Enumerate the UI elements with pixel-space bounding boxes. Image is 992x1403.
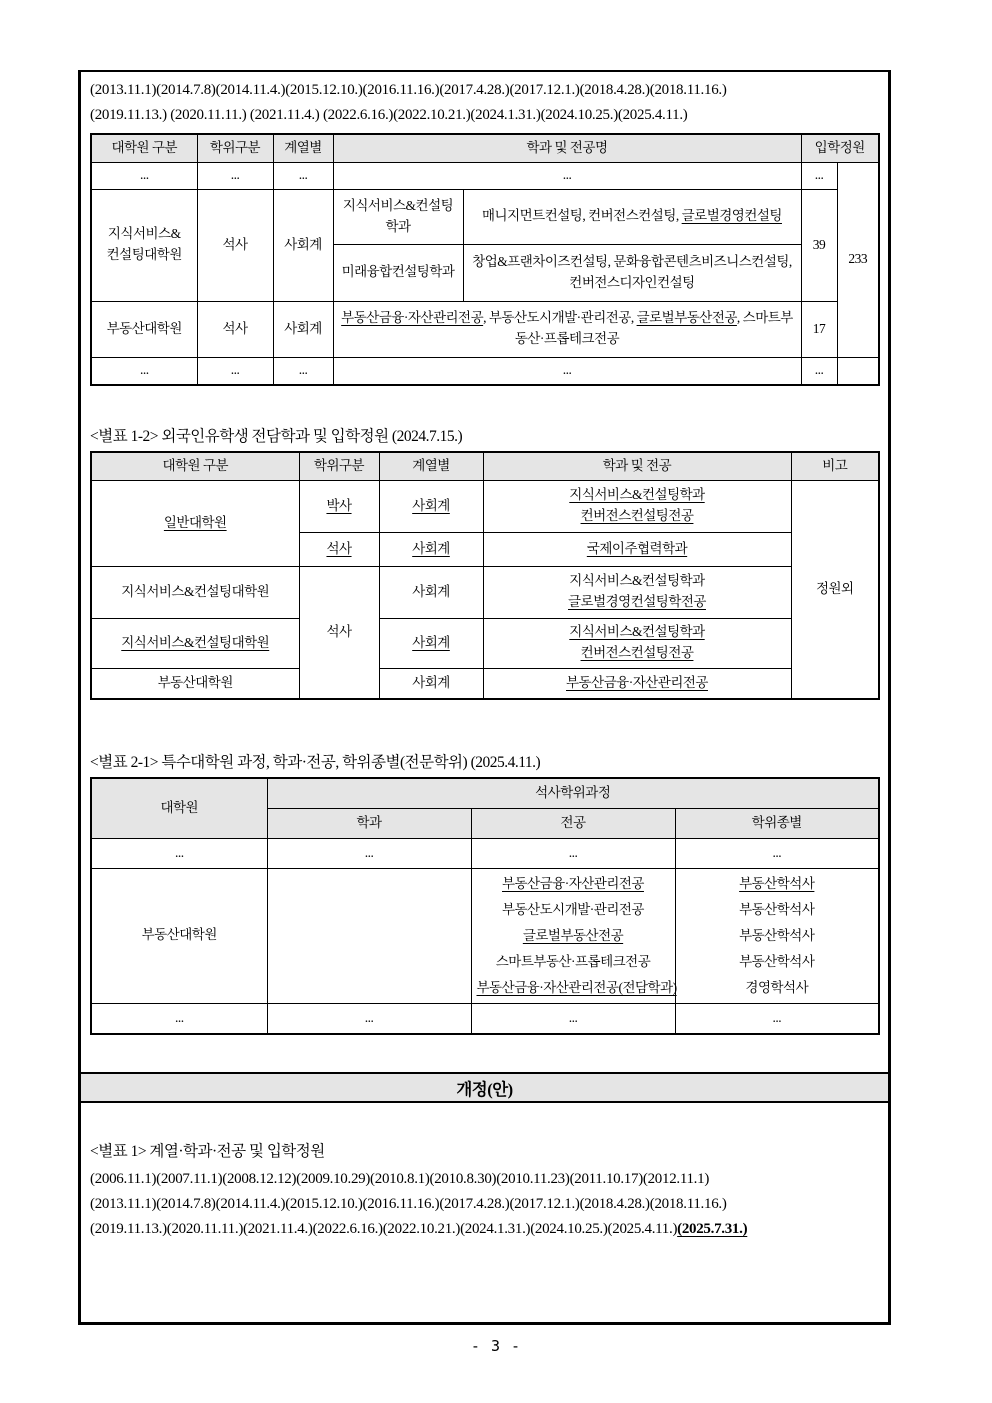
track-cell: 사회계 bbox=[379, 618, 483, 668]
ellipsis-cell: ... bbox=[471, 838, 675, 868]
dept-name: 지식서비스&컨설팅학과 bbox=[569, 573, 705, 589]
header-majors: 학과 및 전공 bbox=[483, 452, 791, 480]
header-school: 대학원 bbox=[91, 778, 267, 838]
knowledge-row-1 bbox=[91, 189, 879, 244]
ellipsis-row bbox=[91, 838, 879, 868]
school-cell: 부동산대학원 bbox=[91, 301, 197, 357]
major-name-underlined: 글로벌부동산전공 bbox=[522, 927, 624, 943]
header-degree-type: 학위종별 bbox=[675, 808, 879, 838]
ellipsis-cell: ... bbox=[267, 1003, 471, 1034]
revision-caption: <별표 1> 계열·학과·전공 및 입학정원 bbox=[90, 1143, 325, 1160]
majors-cell bbox=[483, 566, 791, 618]
majors-cell: 국제이주협력학과 bbox=[483, 532, 791, 566]
ellipsis-cell: ... bbox=[333, 357, 801, 385]
ellipsis-cell: ... bbox=[197, 162, 273, 189]
degree-line bbox=[681, 897, 874, 923]
ellipsis-cell: ... bbox=[675, 838, 879, 868]
dept-name-underlined: 지식서비스&컨설팅학과 bbox=[569, 487, 705, 503]
degree-name: 부동산학석사 bbox=[739, 953, 815, 969]
majors-text-underlined: 글로벌경영컨설팅 bbox=[681, 208, 782, 224]
track-cell: 사회계 bbox=[379, 480, 483, 532]
quota-cell: 39 bbox=[801, 189, 837, 301]
degree-line bbox=[681, 949, 874, 975]
major-line bbox=[477, 897, 670, 923]
ellipsis-cell: ... bbox=[91, 162, 197, 189]
header-major: 전공 bbox=[471, 808, 675, 838]
comparison-frame bbox=[78, 70, 891, 1325]
ellipsis-cell: ... bbox=[273, 357, 333, 385]
header-school: 대학원 구분 bbox=[91, 134, 197, 162]
degree-cell: 박사 bbox=[299, 480, 379, 532]
current-section bbox=[81, 72, 888, 1072]
degree-line bbox=[681, 871, 874, 897]
degree-name-underlined: 부동산학석사 bbox=[739, 875, 815, 891]
major-name-underlined: 글로벌경영컨설팅학전공 bbox=[568, 594, 706, 609]
dates-line: (2019.11.13.) (2020.11.11.) (2021.11.4.) (2022.6.16.)(2022.10.21.)(2024.1.31.)(2024.10.25.)(2025.4.11.) bbox=[90, 107, 688, 123]
majors-cell: 창업&프랜차이즈컨설팅, 문화융합콘텐츠비즈니스컨설팅, 컨버전스디자인컨설팅 bbox=[463, 244, 801, 301]
majors-cell bbox=[483, 618, 791, 668]
ellipsis-cell: ... bbox=[197, 357, 273, 385]
dept-name-underlined: 지식서비스&컨설팅학과 bbox=[569, 624, 705, 640]
dates-text: (2013.11.1)(2014.7.8)(2014.11.4.)(2015.12.10.)(2016.11.16.)(2017.4.28.)(2017.12.1.)(2018.4.28.)(2018.11.16.) bbox=[90, 1196, 727, 1212]
ellipsis-cell: ... bbox=[333, 162, 801, 189]
degree-type-cell bbox=[675, 868, 879, 1003]
dates-line bbox=[90, 1217, 880, 1242]
foreign-row-3 bbox=[91, 566, 879, 618]
dates-line: (2006.11.1)(2007.11.1)(2008.12.12)(2009.10.29)(2010.8.1)(2010.8.30)(2010.11.23)(2011.10.17)(2012.11.1) bbox=[90, 1171, 710, 1187]
quota-table-header-row bbox=[91, 134, 879, 162]
revision-band-title: 개정(안) bbox=[456, 1079, 513, 1099]
header-note: 비고 bbox=[791, 452, 879, 480]
school-name: 지식서비스& bbox=[107, 226, 181, 242]
special-table-caption: <별표 2-1> 특수대학원 과정, 학과·전공, 학위종별(전문학위) (2025.4.11.) bbox=[90, 754, 541, 771]
dept-cell bbox=[333, 189, 463, 244]
ellipsis-cell: ... bbox=[801, 357, 837, 385]
quota-table bbox=[90, 133, 880, 386]
realestate-row bbox=[91, 868, 879, 1003]
ellipsis-cell: ... bbox=[91, 357, 197, 385]
majors-text-underlined: 글로벌부동산전공 bbox=[636, 310, 737, 326]
dates-text: (2019.11.13.)(2020.11.11.)(2021.11.4.)(2022.6.16.)(2022.10.21.)(2024.1.31.)(2024.10.25.)(2025.4.11.) bbox=[90, 1221, 678, 1237]
ellipsis-cell: ... bbox=[273, 162, 333, 189]
ellipsis-row bbox=[91, 162, 879, 189]
majors-cell bbox=[483, 668, 791, 699]
majors-text: , 스마트부동산·프롭테크전공 bbox=[514, 310, 793, 346]
school-name: 컨설팅대학원 bbox=[106, 247, 182, 262]
major-name: 부동산도시개발·관리전공 bbox=[502, 901, 644, 917]
page-number: - 3 - bbox=[470, 1337, 522, 1355]
header-track: 계열별 bbox=[273, 134, 333, 162]
major-line bbox=[477, 923, 670, 949]
degree-line bbox=[681, 923, 874, 949]
major-name-underlined: 컨버전스컨설팅전공 bbox=[580, 508, 694, 523]
majors-cell bbox=[463, 189, 801, 244]
special-graduate-table bbox=[90, 777, 880, 1035]
degree-cell: 석사 bbox=[299, 532, 379, 566]
header-dept: 학과 bbox=[267, 808, 471, 838]
degree-name: 경영학석사 bbox=[745, 979, 809, 995]
degree-line bbox=[681, 975, 874, 1001]
major-name: 스마트부동산·프롭테크전공 bbox=[495, 953, 651, 969]
degree-name: 부동산학석사 bbox=[739, 927, 815, 943]
majors-cell bbox=[483, 480, 791, 532]
dept-cell-empty bbox=[267, 868, 471, 1003]
new-amendment-date: (2025.7.31.) bbox=[677, 1221, 748, 1237]
degree-cell: 석사 bbox=[299, 566, 379, 699]
realestate-row bbox=[91, 301, 879, 357]
foreign-row-1 bbox=[91, 480, 879, 532]
majors-cell bbox=[471, 868, 675, 1003]
foreign-row-5 bbox=[91, 668, 879, 699]
note-cell: 정원외 bbox=[791, 480, 879, 699]
major-name-underlined: 부동산금융·자산관리전공(전담학과) bbox=[476, 979, 677, 995]
degree-name: 부동산학석사 bbox=[739, 901, 815, 917]
header-track: 계열별 bbox=[379, 452, 483, 480]
major-name-underlined: 부동산금융·자산관리전공 bbox=[566, 674, 708, 690]
majors-text: , 부동산도시개발·관리전공, bbox=[483, 310, 637, 326]
total-quota-cell: 233 bbox=[837, 162, 879, 357]
revision-section bbox=[81, 1103, 888, 1242]
school-cell: 지식서비스&컨설팅대학원 bbox=[91, 618, 299, 668]
track-cell: 사회계 bbox=[379, 668, 483, 699]
ellipsis-cell: ... bbox=[675, 1003, 879, 1034]
major-line bbox=[477, 871, 670, 897]
quota-cell: 17 bbox=[801, 301, 837, 357]
foreign-students-table bbox=[90, 451, 880, 700]
header-program: 석사학위과정 bbox=[267, 778, 879, 808]
school-cell: 부동산대학원 bbox=[91, 868, 267, 1003]
major-name-underlined: 컨버전스컨설팅전공 bbox=[580, 645, 694, 660]
track-cell: 사회계 bbox=[273, 189, 333, 301]
ellipsis-cell: ... bbox=[801, 162, 837, 189]
header-degree: 학위구분 bbox=[299, 452, 379, 480]
ellipsis-row bbox=[91, 357, 879, 385]
foreign-table-header-row bbox=[91, 452, 879, 480]
track-cell: 사회계 bbox=[273, 301, 333, 357]
header-degree: 학위구분 bbox=[197, 134, 273, 162]
degree-cell: 석사 bbox=[197, 301, 273, 357]
track-cell: 사회계 bbox=[379, 566, 483, 618]
revision-band bbox=[81, 1072, 888, 1103]
major-name-underlined: 부동산금융·자산관리전공 bbox=[502, 875, 644, 891]
header-school: 대학원 구분 bbox=[91, 452, 299, 480]
ellipsis-cell: ... bbox=[471, 1003, 675, 1034]
dates-line bbox=[90, 1192, 880, 1217]
track-cell: 사회계 bbox=[379, 532, 483, 566]
majors-text: 매니지먼트컨설팅, 컨버전스컨설팅, bbox=[482, 208, 682, 224]
school-cell: 지식서비스&컨설팅대학원 bbox=[91, 566, 299, 618]
school-cell: 부동산대학원 bbox=[91, 668, 299, 699]
special-table-header-row-1 bbox=[91, 778, 879, 808]
school-cell: 일반대학원 bbox=[91, 480, 299, 566]
dept-cell: 미래융합컨설팅학과 bbox=[333, 244, 463, 301]
ellipsis-cell: ... bbox=[91, 838, 267, 868]
ellipsis-row bbox=[91, 1003, 879, 1034]
amendment-dates-revision bbox=[90, 1167, 880, 1242]
amendment-dates-current bbox=[90, 78, 880, 128]
header-quota: 입학정원 bbox=[801, 134, 879, 162]
dept-name: 학과 bbox=[385, 218, 411, 234]
header-majors: 학과 및 전공명 bbox=[333, 134, 801, 162]
degree-cell: 석사 bbox=[197, 189, 273, 301]
dates-line: (2013.11.1)(2014.7.8)(2014.11.4.)(2015.12.10.)(2016.11.16.)(2017.4.28.)(2017.12.1.)(2018.4.28.)(2018.11.16.) bbox=[90, 82, 727, 98]
foreign-row-4 bbox=[91, 618, 879, 668]
ellipsis-cell: ... bbox=[91, 1003, 267, 1034]
majors-text-underlined: 부동산금융·자산관리전공 bbox=[341, 310, 484, 326]
school-cell bbox=[91, 189, 197, 301]
ellipsis-cell: ... bbox=[267, 838, 471, 868]
major-line bbox=[476, 975, 677, 1001]
foreign-table-caption: <별표 1-2> 외국인유학생 전담학과 및 입학정원 (2024.7.15.) bbox=[90, 428, 463, 445]
major-line bbox=[477, 949, 670, 975]
dept-name: 지식서비스&컨설팅 bbox=[342, 197, 454, 213]
majors-cell bbox=[333, 301, 801, 357]
